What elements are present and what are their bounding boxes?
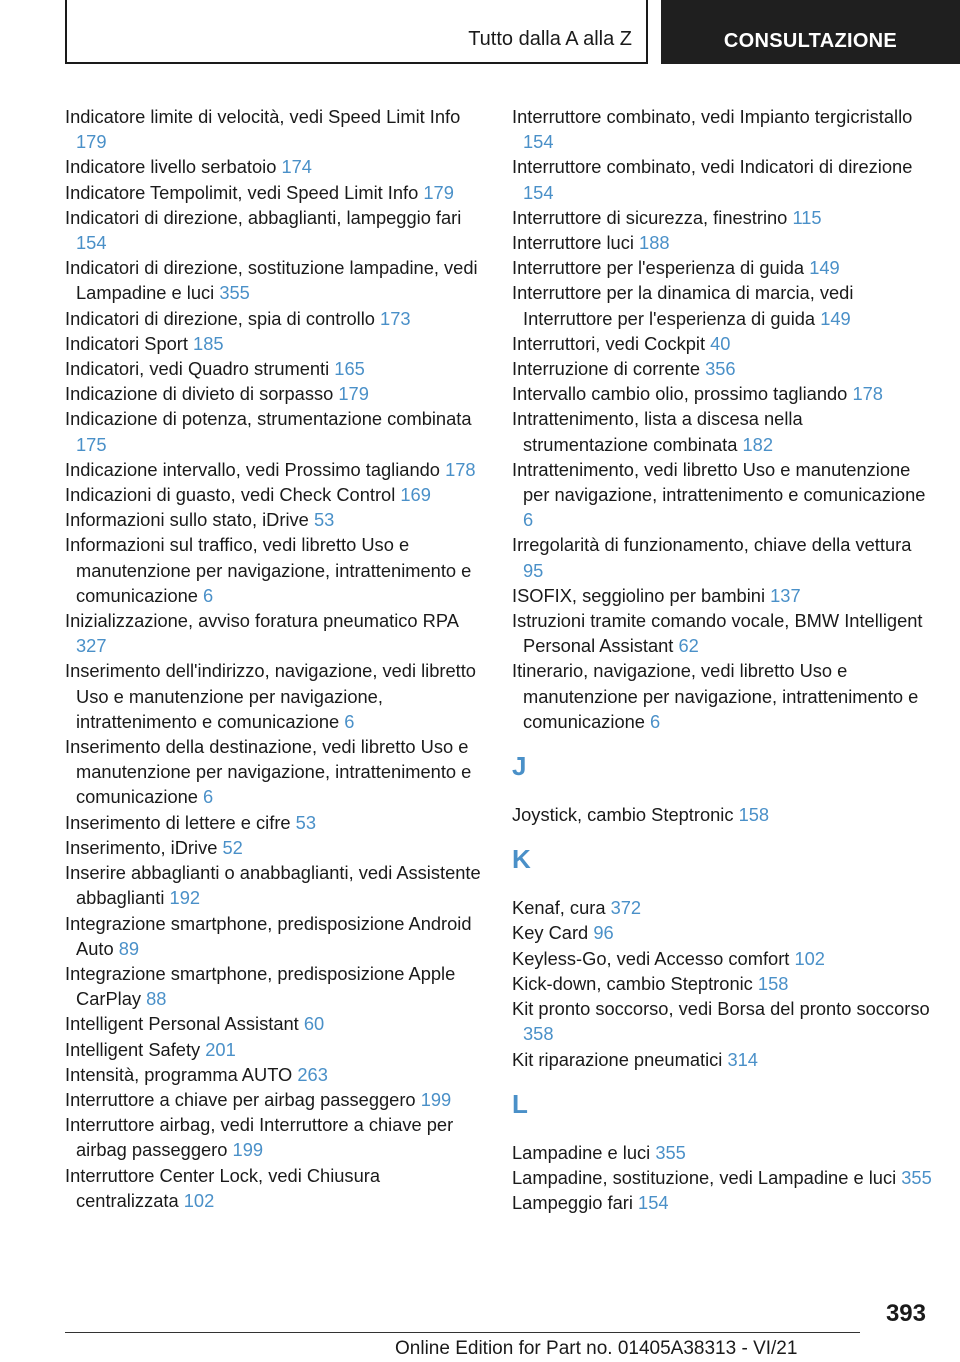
index-entry-term: Itinerario, navigazione, vedi libretto Uso e manutenzione per navigazione, intrattenimento e comunicazione — [512, 660, 919, 732]
index-entry — [65, 331, 485, 356]
index-entry-page-link[interactable]: 6 — [203, 584, 214, 606]
index-section-i-continued — [512, 104, 932, 734]
index-entry — [65, 911, 485, 961]
header-section-box — [65, 0, 648, 64]
index-entry-page-link[interactable]: 355 — [219, 282, 250, 304]
index-entry-page-link[interactable]: 53 — [313, 509, 335, 531]
index-entry — [65, 532, 485, 608]
index-entry-term: Indicatori, vedi Quadro strumenti — [65, 358, 330, 380]
index-entry — [65, 205, 485, 255]
index-entry-term: Kenaf, cura — [512, 897, 606, 919]
index-entry-page-link[interactable]: 154 — [523, 181, 554, 203]
index-entry-term: Indicatore livello serbatoio — [65, 156, 277, 178]
index-entry-term: Interruttori, vedi Cockpit — [512, 332, 706, 354]
index-entry-page-link[interactable]: 154 — [638, 1192, 669, 1214]
index-entry — [512, 946, 932, 971]
index-entry — [512, 895, 932, 920]
index-entry — [65, 658, 485, 734]
index-entry — [512, 532, 932, 582]
index-entry-page-link[interactable]: 173 — [380, 307, 411, 329]
index-entry-term: Integrazione smartphone, predisposizione Apple CarPlay — [65, 962, 456, 1010]
index-entry — [65, 482, 485, 507]
index-entry-page-link[interactable]: 355 — [655, 1141, 686, 1163]
index-entry — [512, 280, 932, 330]
index-entry — [512, 381, 932, 406]
index-entry-term: Indicazione intervallo, vedi Prossimo tagliando — [65, 458, 440, 480]
header-chapter-label: CONSULTAZIONE — [723, 30, 898, 52]
index-entry-page-link[interactable]: 199 — [420, 1088, 452, 1110]
index-entry-term: Lampadine e luci — [512, 1141, 651, 1163]
index-entry-page-link[interactable]: 89 — [118, 937, 140, 959]
index-entry — [65, 1037, 485, 1062]
index-entry-page-link[interactable]: 201 — [205, 1038, 236, 1060]
index-entry-page-link[interactable]: 263 — [297, 1063, 328, 1085]
index-entry-page-link[interactable]: 158 — [757, 972, 789, 994]
index-entry — [512, 1047, 932, 1072]
index-entry-term: Informazioni sullo stato, iDrive — [65, 509, 309, 531]
index-entry — [65, 1087, 485, 1112]
index-entry-page-link[interactable]: 62 — [678, 635, 699, 657]
footer-edition-text: Online Edition for Part no. 01405A38313 - VI/21 — [395, 1338, 798, 1359]
index-entry-page-link[interactable]: 149 — [809, 257, 840, 279]
index-entry-page-link[interactable]: 175 — [76, 433, 107, 455]
index-entry — [512, 920, 932, 945]
index-entry-term: Lampadine, sostituzione, vedi Lampadine e luci — [512, 1166, 897, 1188]
index-entry — [65, 961, 485, 1011]
index-entry — [512, 1165, 932, 1190]
index-entry-term: Interruttore combinato, vedi Impianto tergicristallo — [512, 106, 913, 127]
index-entry-term: ISOFIX, seggiolino per bambini — [512, 584, 766, 606]
index-entry — [512, 583, 932, 608]
index-entry — [65, 1112, 485, 1162]
index-entry-term: Informazioni sul traffico, vedi libretto Uso e manutenzione per navigazione, intrattenimento e comunicazione — [65, 534, 472, 606]
index-entry-term: Indicatore Tempolimit, vedi Speed Limit Info — [65, 181, 419, 203]
index-entry — [65, 154, 485, 179]
index-entry-page-link[interactable]: 154 — [76, 232, 107, 254]
index-entry-term: Indicatori Sport — [65, 332, 188, 354]
index-entry-page-link[interactable]: 358 — [523, 1023, 554, 1045]
index-entry-term: Indicatori di direzione, sostituzione lampadine, vedi Lampadine e luci — [65, 257, 478, 304]
index-entry — [65, 608, 485, 658]
index-entry-term: Indicazione di potenza, strumentazione combinata — [65, 408, 472, 430]
index-entry-term: Interruttore luci — [512, 232, 634, 254]
index-entry-term: Interruttore airbag, vedi Interruttore a chiave per airbag passeggero — [65, 1114, 454, 1161]
index-entry — [65, 306, 485, 331]
index-entry-page-link[interactable]: 102 — [794, 947, 825, 969]
index-entry-term: Indicazione di divieto di sorpasso — [65, 383, 334, 405]
index-entry — [512, 1190, 932, 1215]
index-entry-term: Interruttore per l'esperienza di guida — [512, 257, 805, 279]
index-entry — [65, 1163, 485, 1213]
index-entry-page-link[interactable]: 60 — [303, 1013, 325, 1035]
index-entry-term: Indicatori di direzione, spia di controllo — [65, 307, 375, 329]
section-letter-k: K — [512, 844, 531, 875]
index-entry-page-link[interactable]: 52 — [222, 836, 243, 858]
index-entry — [512, 205, 932, 230]
index-entry-term: Indicatore limite di velocità, vedi Speed Limit Info — [65, 106, 461, 127]
index-entry — [512, 996, 932, 1046]
index-entry-term: Intensità, programma AUTO — [65, 1063, 293, 1085]
index-entry-term: Key Card — [512, 922, 589, 944]
index-entry — [65, 255, 485, 305]
index-entry-term: Intervallo cambio olio, prossimo tagliando — [512, 383, 848, 405]
index-section-j — [512, 802, 932, 827]
index-entry-term: Indicazioni di guasto, vedi Check Control — [65, 484, 396, 506]
index-entry-term: Inserimento della destinazione, vedi libretto Uso e manutenzione per navigazione, intrattenimento e comunicazione — [65, 736, 472, 808]
index-entry-page-link[interactable]: 40 — [710, 332, 731, 354]
index-entry-page-link[interactable]: 179 — [338, 383, 369, 405]
index-entry — [65, 860, 485, 910]
index-entry — [65, 356, 485, 381]
index-entry-term: Integrazione smartphone, predisposizione Android Auto — [65, 912, 472, 959]
index-entry-term: Kit pronto soccorso, vedi Borsa del pronto soccorso — [512, 998, 930, 1020]
index-entry-term: Interruttore combinato, vedi Indicatori di direzione — [512, 156, 913, 178]
index-entry — [512, 802, 932, 827]
index-entry — [512, 331, 932, 356]
footer-divider — [65, 1332, 860, 1333]
index-entry-page-link[interactable]: 179 — [423, 181, 454, 203]
index-entry-term: Inserire abbaglianti o anabbaglianti, vedi Assistente abbaglianti — [65, 862, 481, 909]
index-entry — [512, 406, 932, 456]
index-entry-page-link[interactable]: 178 — [445, 458, 476, 480]
index-entry — [512, 971, 932, 996]
index-entry-term: Keyless-Go, vedi Accesso comfort — [512, 947, 790, 969]
index-entry-page-link[interactable]: 53 — [295, 811, 317, 833]
index-entry-page-link[interactable]: 199 — [232, 1139, 264, 1161]
index-entry — [512, 1140, 932, 1165]
index-entry-term: Interruttore per la dinamica di marcia, vedi Interruttore per l'esperienza di guida — [512, 282, 854, 329]
index-entry-term: Kit riparazione pneumatici — [512, 1048, 723, 1070]
index-entry — [512, 255, 932, 280]
index-entry — [65, 180, 485, 205]
index-entry — [65, 835, 485, 860]
index-entry-term: Inserimento di lettere e cifre — [65, 811, 291, 833]
index-entry-term: Intelligent Personal Assistant — [65, 1013, 299, 1035]
index-entry — [512, 658, 932, 734]
index-entry-page-link[interactable]: 372 — [610, 897, 642, 919]
index-entry-page-link[interactable]: 188 — [639, 232, 670, 254]
index-entry-term: Intrattenimento, vedi libretto Uso e manutenzione per navigazione, intrattenimento e comunicazione — [512, 458, 926, 506]
index-entry — [512, 356, 932, 381]
page-header — [0, 0, 960, 66]
page-number: 393 — [885, 1300, 926, 1327]
index-entry-page-link[interactable]: 182 — [742, 433, 774, 455]
index-entry-term: Interruttore a chiave per airbag passeggero — [65, 1088, 416, 1110]
index-entry-page-link[interactable]: 137 — [770, 584, 801, 606]
index-entry-term: Joystick, cambio Steptronic — [512, 804, 734, 826]
index-entry-term: Interruttore Center Lock, vedi Chiusura centralizzata — [65, 1164, 380, 1211]
section-letter-j: J — [512, 751, 527, 782]
index-entry — [512, 457, 932, 533]
index-entry-page-link[interactable]: 178 — [852, 383, 883, 405]
index-entry-page-link[interactable]: 102 — [183, 1189, 215, 1211]
header-chapter-tab — [661, 0, 960, 64]
index-entry-term: Inserimento, iDrive — [65, 836, 218, 858]
section-letter-l: L — [512, 1088, 528, 1119]
index-entry-page-link[interactable]: 314 — [727, 1048, 758, 1070]
index-section-k — [512, 895, 932, 1071]
index-entry — [65, 406, 485, 456]
index-entry — [65, 734, 485, 810]
header-section-title: Tutto dalla A alla Z — [468, 28, 632, 50]
index-entry-term: Irregolarità di funzionamento, chiave della vettura — [512, 534, 912, 556]
index-column-right — [512, 104, 932, 1215]
index-entry-term: Indicatori di direzione, abbaglianti, lampeggio fari — [65, 206, 462, 228]
index-entry-page-link[interactable]: 169 — [400, 484, 431, 506]
index-section-l — [512, 1140, 932, 1216]
index-entry-page-link[interactable]: 6 — [523, 509, 534, 531]
index-entry-term: Kick-down, cambio Steptronic — [512, 972, 753, 994]
index-entry-page-link[interactable]: 158 — [738, 804, 770, 826]
index-entry — [65, 381, 485, 406]
index-entry-page-link[interactable]: 356 — [705, 358, 736, 380]
index-entry — [65, 810, 485, 835]
index-entry-page-link[interactable]: 165 — [334, 358, 365, 380]
index-entry-page-link[interactable]: 192 — [169, 887, 201, 909]
index-entry-term: Interruzione di corrente — [512, 358, 700, 380]
index-entry — [65, 457, 485, 482]
index-entry-page-link[interactable]: 6 — [650, 710, 661, 732]
index-entry-page-link[interactable]: 185 — [193, 332, 224, 354]
index-entry-page-link[interactable]: 95 — [523, 559, 544, 581]
index-entry — [512, 104, 932, 154]
index-entry — [512, 230, 932, 255]
index-entry-term: Intrattenimento, lista a discesa nella strumentazione combinata — [512, 408, 803, 455]
index-entry-term: Lampeggio fari — [512, 1192, 633, 1214]
index-entry — [65, 1062, 485, 1087]
index-entry — [512, 154, 932, 204]
index-entry-page-link[interactable]: 88 — [146, 988, 167, 1010]
index-entry — [65, 104, 485, 154]
index-entry-page-link[interactable]: 174 — [281, 156, 312, 178]
index-entry-page-link[interactable]: 6 — [203, 786, 214, 808]
index-entry-page-link[interactable]: 149 — [820, 307, 851, 329]
index-entry-page-link[interactable]: 6 — [344, 710, 355, 732]
index-entry-page-link[interactable]: 179 — [76, 131, 107, 153]
index-entry — [512, 608, 932, 658]
index-entry-page-link[interactable]: 96 — [593, 922, 614, 944]
index-entry-term: Inserimento dell'indirizzo, navigazione, vedi libretto Uso e manutenzione per navigazione, intrattenimento e comunicazione — [65, 660, 476, 732]
index-entry-term: Inizializzazione, avviso foratura pneumatico RPA — [65, 610, 458, 632]
index-entry-term: Istruzioni tramite comando vocale, BMW Intelligent Personal Assistant — [512, 610, 923, 657]
index-entry-page-link[interactable]: 327 — [76, 635, 107, 657]
index-entry-term: Intelligent Safety — [65, 1038, 201, 1060]
index-entry — [65, 507, 485, 532]
index-entry-page-link[interactable]: 115 — [792, 206, 822, 228]
index-entry-page-link[interactable]: 355 — [901, 1166, 932, 1188]
index-entry — [65, 1011, 485, 1036]
index-entry-page-link[interactable]: 154 — [523, 131, 554, 153]
index-column-left — [65, 104, 485, 1213]
index-entry-term: Interruttore di sicurezza, finestrino — [512, 206, 788, 228]
